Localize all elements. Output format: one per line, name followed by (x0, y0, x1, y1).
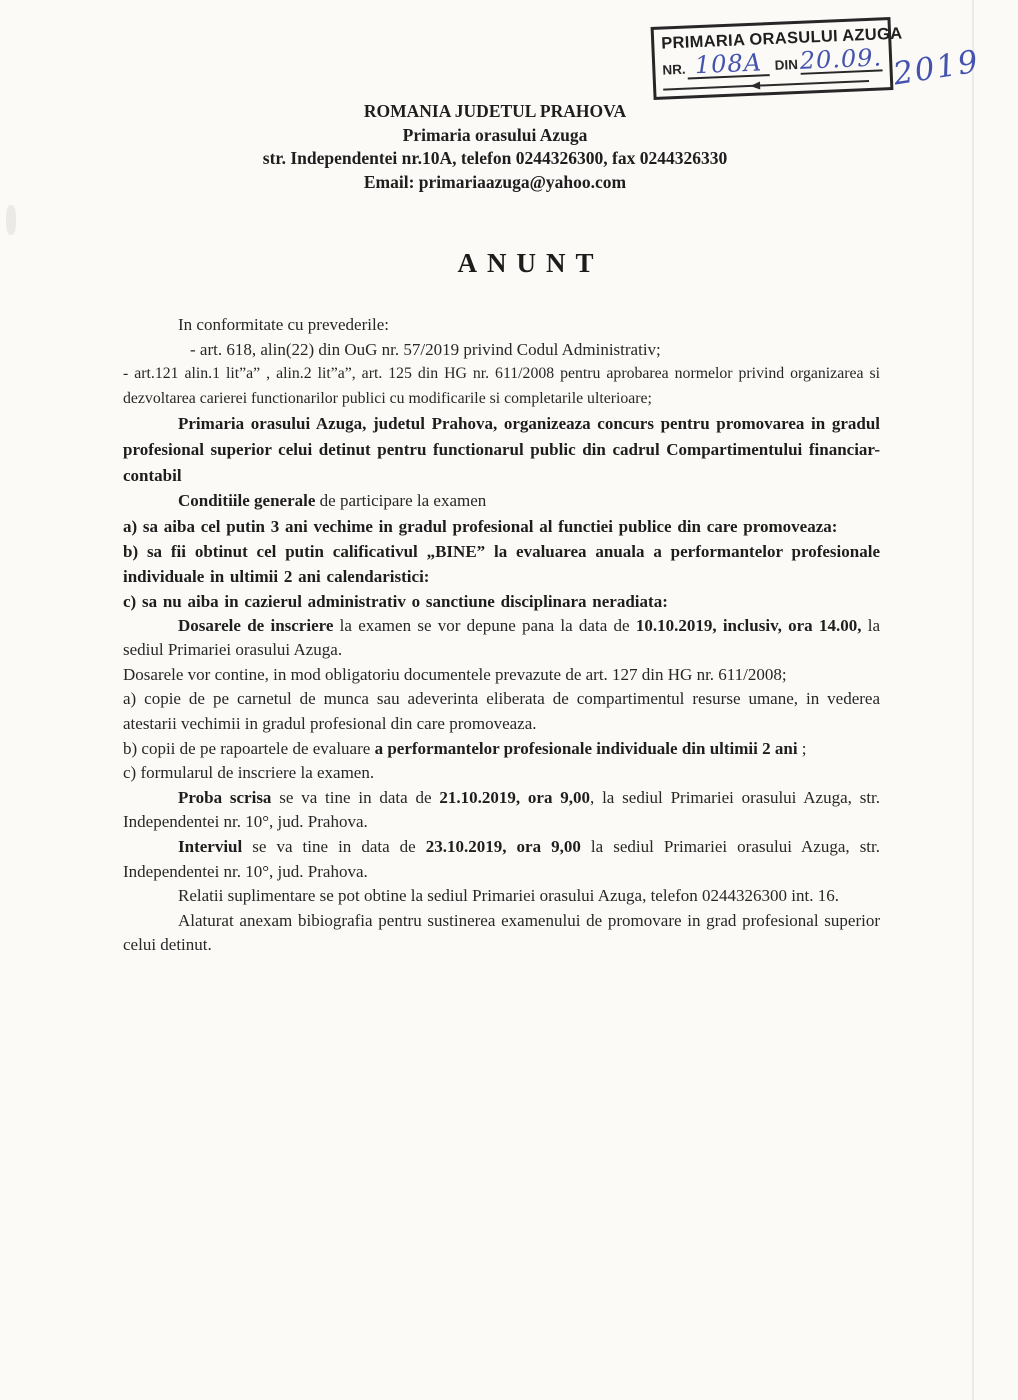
stamp-number-row (662, 45, 883, 80)
stamp-title: PRIMARIA ORASULUI AZUGA (660, 24, 903, 53)
interview-mid: se va tine in data de (242, 836, 426, 856)
interview-tail: la sediul Primariei orasului Azuga, str. Independentei nr. 10°, jud. Prahova. (123, 836, 880, 881)
written-exam-label-bold: Proba scrisa (178, 787, 272, 807)
stamp-din-slot (799, 45, 882, 74)
dossier-item-b-tail: ; (797, 738, 807, 758)
announcement-paragraph: Primaria orasului Azuga, judetul Prahova, organizeaza concurs pentru promovarea in gradul profesional superior celui detinut pentru functionarul public din cadrul Compartimentului financiar-contabil (123, 414, 880, 485)
legal-item-2: - art.121 alin.1 lit”a” , alin.2 lit”a”, art. 125 din HG nr. 611/2008 pentru aprobarea normelor privind organizarea si dezvoltarea carierei functionarilor publici cu modificarile si completarile ulterioare; (123, 365, 880, 407)
interview-label-bold: Interviul (178, 836, 243, 856)
dossier-lead-bold: Dosarele de inscriere (178, 615, 334, 635)
dossier-lead-paragraph (123, 614, 880, 663)
legal-intro: In conformitate cu prevederile: (178, 315, 389, 334)
dossier-item-b (123, 737, 880, 762)
stamp-nr-label: NR. (662, 61, 686, 78)
legal-item-1: - art. 618, alin(22) din OuG nr. 57/2019 privind Codul Administrativ; (190, 339, 661, 359)
dossier-item-b-bold: a performantelor profesionale individuale din ultimii 2 ani (374, 738, 798, 758)
stamp-nr-slot (687, 50, 770, 79)
left-arrow-icon (749, 81, 759, 89)
written-exam-date-bold: 21.10.2019, ora 9,00 (439, 787, 591, 807)
dossier-item-b-pre: b) copii de pe rapoartele de evaluare (123, 738, 375, 758)
conditions-heading-bold: Conditiile generale (178, 491, 316, 510)
conditions-heading (123, 489, 880, 514)
document-title: ANUNT (457, 248, 604, 278)
stamp-year-handwritten: 2019 (890, 43, 983, 93)
stamp-din-label: DIN (774, 56, 799, 73)
dossier-lead-mid: la examen se vor depune pana la data de (333, 615, 636, 635)
dossier-deadline-bold: 10.10.2019, inclusiv, ora 14.00, (635, 615, 862, 635)
letterhead-institution-line: Primaria orasului Azuga (402, 124, 588, 145)
written-exam-mid: se va tine in data de (271, 787, 440, 807)
stamp-din-value-handwritten: 20.09. (799, 43, 883, 75)
interview-paragraph (123, 835, 880, 884)
stamp-nr-value-handwritten: 108A (694, 48, 763, 80)
scan-edge-artifact (972, 0, 974, 1400)
condition-item-c: c) sa nu aiba in cazierul administrativ o sanctiune disciplinara neradiata: (123, 591, 668, 611)
dossier-item-c: c) formularul de inscriere la examen. (123, 763, 375, 783)
letterhead-country-line: ROMANIA JUDETUL PRAHOVA (363, 101, 627, 121)
interview-date-bold: 23.10.2019, ora 9,00 (425, 836, 581, 856)
condition-item-b: b) sa fii obtinut cel putin calificativul „BINE” la evaluarea anuala a performantelor profesionale individuale in ultimii 2 ani calendaristici: (123, 541, 880, 586)
scan-smudge-artifact (6, 205, 16, 235)
dossier-lead-tail: la sediul Primariei orasului Azuga. (123, 615, 880, 660)
dossier-item-a: a) copie de pe carnetul de munca sau adeverinta eliberata de compartimentul resurse umane, in vederea atestarii vechimii in gradul profesional din care promoveaza. (123, 689, 880, 733)
letterhead-email-line: Email: primariaazuga@yahoo.com (363, 171, 627, 192)
stamp-arrow-line (663, 80, 869, 91)
condition-item-a: a) sa aiba cel putin 3 ani vechime in gradul profesional al functiei publice din care promoveaza: (123, 516, 838, 536)
letterhead-address-line: str. Independentei nr.10A, telefon 0244326300, fax 0244326330 (262, 148, 728, 168)
written-exam-tail: , la sediul Primariei orasului Azuga, str. Independentei nr. 10°, jud. Prahova. (123, 787, 881, 832)
conditions-heading-rest: de participare la examen (315, 491, 487, 510)
document-body (123, 313, 880, 958)
additional-info-paragraph: Relatii suplimentare se pot obtine la sediul Primariei orasului Azuga, telefon 0244326300 int. 16. (178, 886, 839, 906)
written-exam-paragraph (123, 786, 880, 835)
closing-paragraph: Alaturat anexam bibiografia pentru sustinerea examenului de promovare in grad profesional superior celui detinut. (123, 910, 880, 955)
dossier-contents-paragraph: Dosarele vor contine, in mod obligatoriu documentele prevazute de art. 127 din HG nr. 611/2008; (123, 664, 787, 684)
registration-stamp (651, 17, 903, 100)
